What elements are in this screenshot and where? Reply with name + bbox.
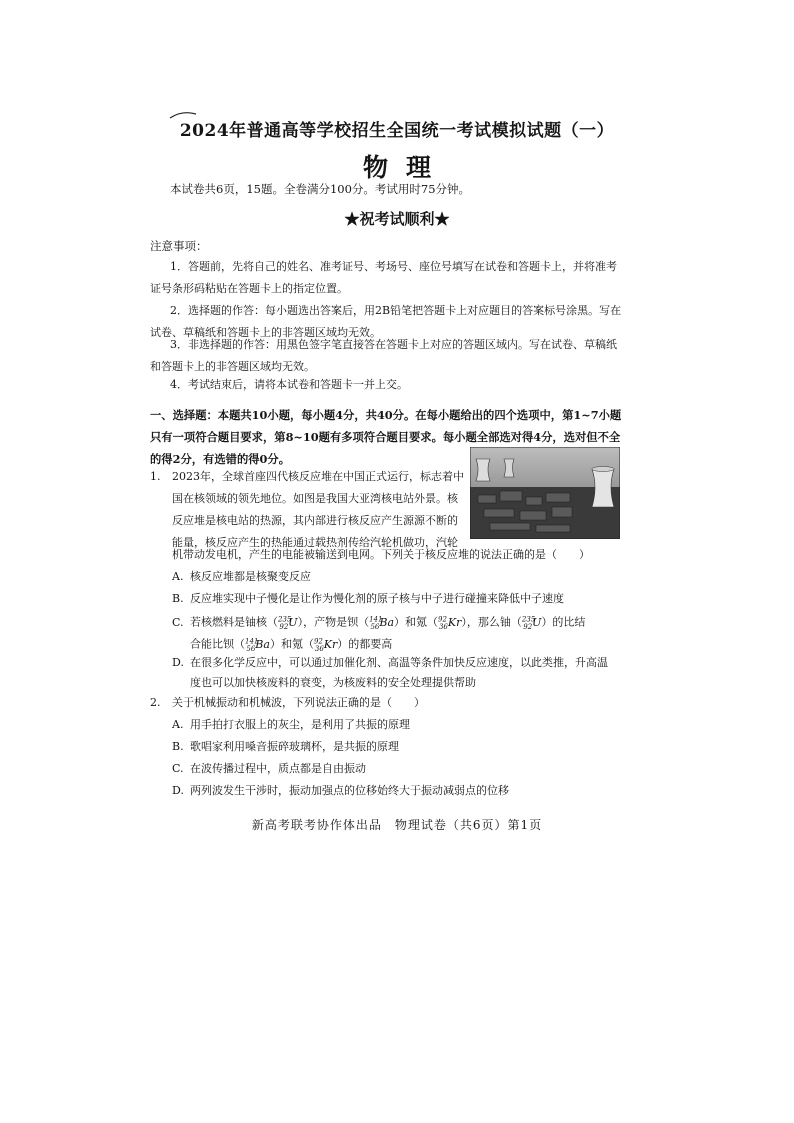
note-item-4: 4．考试结束后，请将本试卷和答题卡一并上交。	[170, 378, 408, 391]
note-item-2: 2．选择题的作答：每小题选出答案后，用2B铅笔把答题卡上对应题目的答案标号涂黑。写在试卷、草稿纸和答题卡上的非答题区域均无效。	[150, 304, 622, 339]
subject-title: 物理	[362, 153, 449, 182]
question-1-option-d-line-2: 度也可以加快核废料的衰变，为核废料的安全处理提供帮助	[190, 676, 476, 689]
question-1-option-b: B. 反应堆实现中子慢化是让作为慢化剂的原子核与中子进行碰撞来降低中子速度	[172, 592, 564, 605]
section-multiple-choice-instructions: 一、选择题：本题共10小题，每小题4分，共40分。在每小题给出的四个选项中，第1~7小题只有一项符合题目要求，第8~10题有多项符合题目要求。每小题全部选对得4分，选对但不全的得2分，有选错的得0分。	[150, 408, 622, 466]
question-number: 1.	[150, 470, 161, 483]
question-1-option-d: D. 在很多化学反应中，可以通过加催化剂、高温等条件加快反应速度，以此类推，升高温	[172, 656, 608, 669]
page-footer: 新高考联考协作体出品 物理试卷（共6页）第1页	[251, 818, 543, 832]
question-1-line-1: 2023年，全球首座四代核反应堆在中国正式运行，标志着中	[172, 470, 464, 483]
question-1-line-2: 国在核领域的领先地位。如图是我国大亚湾核电站外景。核	[172, 492, 458, 505]
question-number: 2.	[150, 696, 161, 709]
question-2-option-a: A. 用手拍打衣服上的灰尘，是利用了共振的原理	[172, 718, 410, 731]
krypton-isotope-2: $^{92}_{36}$Kr	[313, 637, 338, 653]
question-1-line-5: 机带动发电机，产生的电能被输送到电网。下列关于核反应堆的说法正确的是（ ）	[172, 548, 590, 561]
question-1-option-c-line-2: 合能比钡（$^{141}_{56}$Ba）和氪（$^{92}_{36}$Kr）的都要高	[190, 637, 393, 653]
note-item-3: 3．非选择题的作答：用黑色签字笔直接答在答题卡上对应的答题区域内。写在试卷、草稿纸和答题卡上的非答题区域均无效。	[150, 338, 617, 373]
question-2-stem: 关于机械振动和机械波，下列说法正确的是（ ）	[172, 696, 425, 709]
note-item-1: 1．答题前，先将自己的姓名、准考证号、考场号、座位号填写在试卷和答题卡上，并将准考证号条形码粘贴在答题卡上的指定位置。	[150, 260, 617, 295]
question-1-line-3: 反应堆是核电站的热源，其内部进行核反应产生源源不断的	[172, 514, 458, 527]
barium-isotope: $^{141}_{56}$Ba	[369, 615, 395, 631]
question-2-option-b: B. 歌唱家利用嗓音振碎玻璃杯，是共振的原理	[172, 740, 399, 753]
exam-title: 2024年普通高等学校招生全国统一考试模拟试题（一）	[179, 121, 615, 141]
question-2	[150, 692, 625, 714]
question-1-option-c: C. 若核燃料是铀核（$^{235}_{92}$U），产物是钡（$^{141}_{56}$Ba）和氪（$^{92}_{36}$Kr），那么铀（$^{235}_{92}$U）的比结	[172, 615, 586, 631]
question-1-line-4: 能量，核反应产生的热能通过载热剂传给汽轮机做功，汽轮	[172, 536, 458, 549]
question-2-option-d: D. 两列波发生干涉时，振动加强点的位移始终大于振动减弱点的位移	[172, 784, 509, 797]
barium-isotope-2: $^{141}_{56}$Ba	[245, 637, 270, 653]
exam-intro: 本试卷共6页，15题。全卷满分100分。考试用时75分钟。	[170, 182, 471, 196]
question-1-option-a: A. 核反应堆都是核聚变反应	[172, 570, 311, 583]
question-2-option-c: C. 在波传播过程中，质点都是自由振动	[172, 762, 366, 775]
krypton-isotope: $^{92}_{36}$Kr	[438, 615, 462, 631]
good-luck-banner: ★祝考试顺利★	[344, 210, 450, 228]
nuclear-plant-photo	[470, 447, 620, 539]
uranium-isotope-2: $^{235}_{92}$U	[521, 615, 542, 631]
uranium-isotope: $^{235}_{92}$U	[278, 615, 298, 631]
notes-heading: 注意事项：	[150, 239, 208, 253]
